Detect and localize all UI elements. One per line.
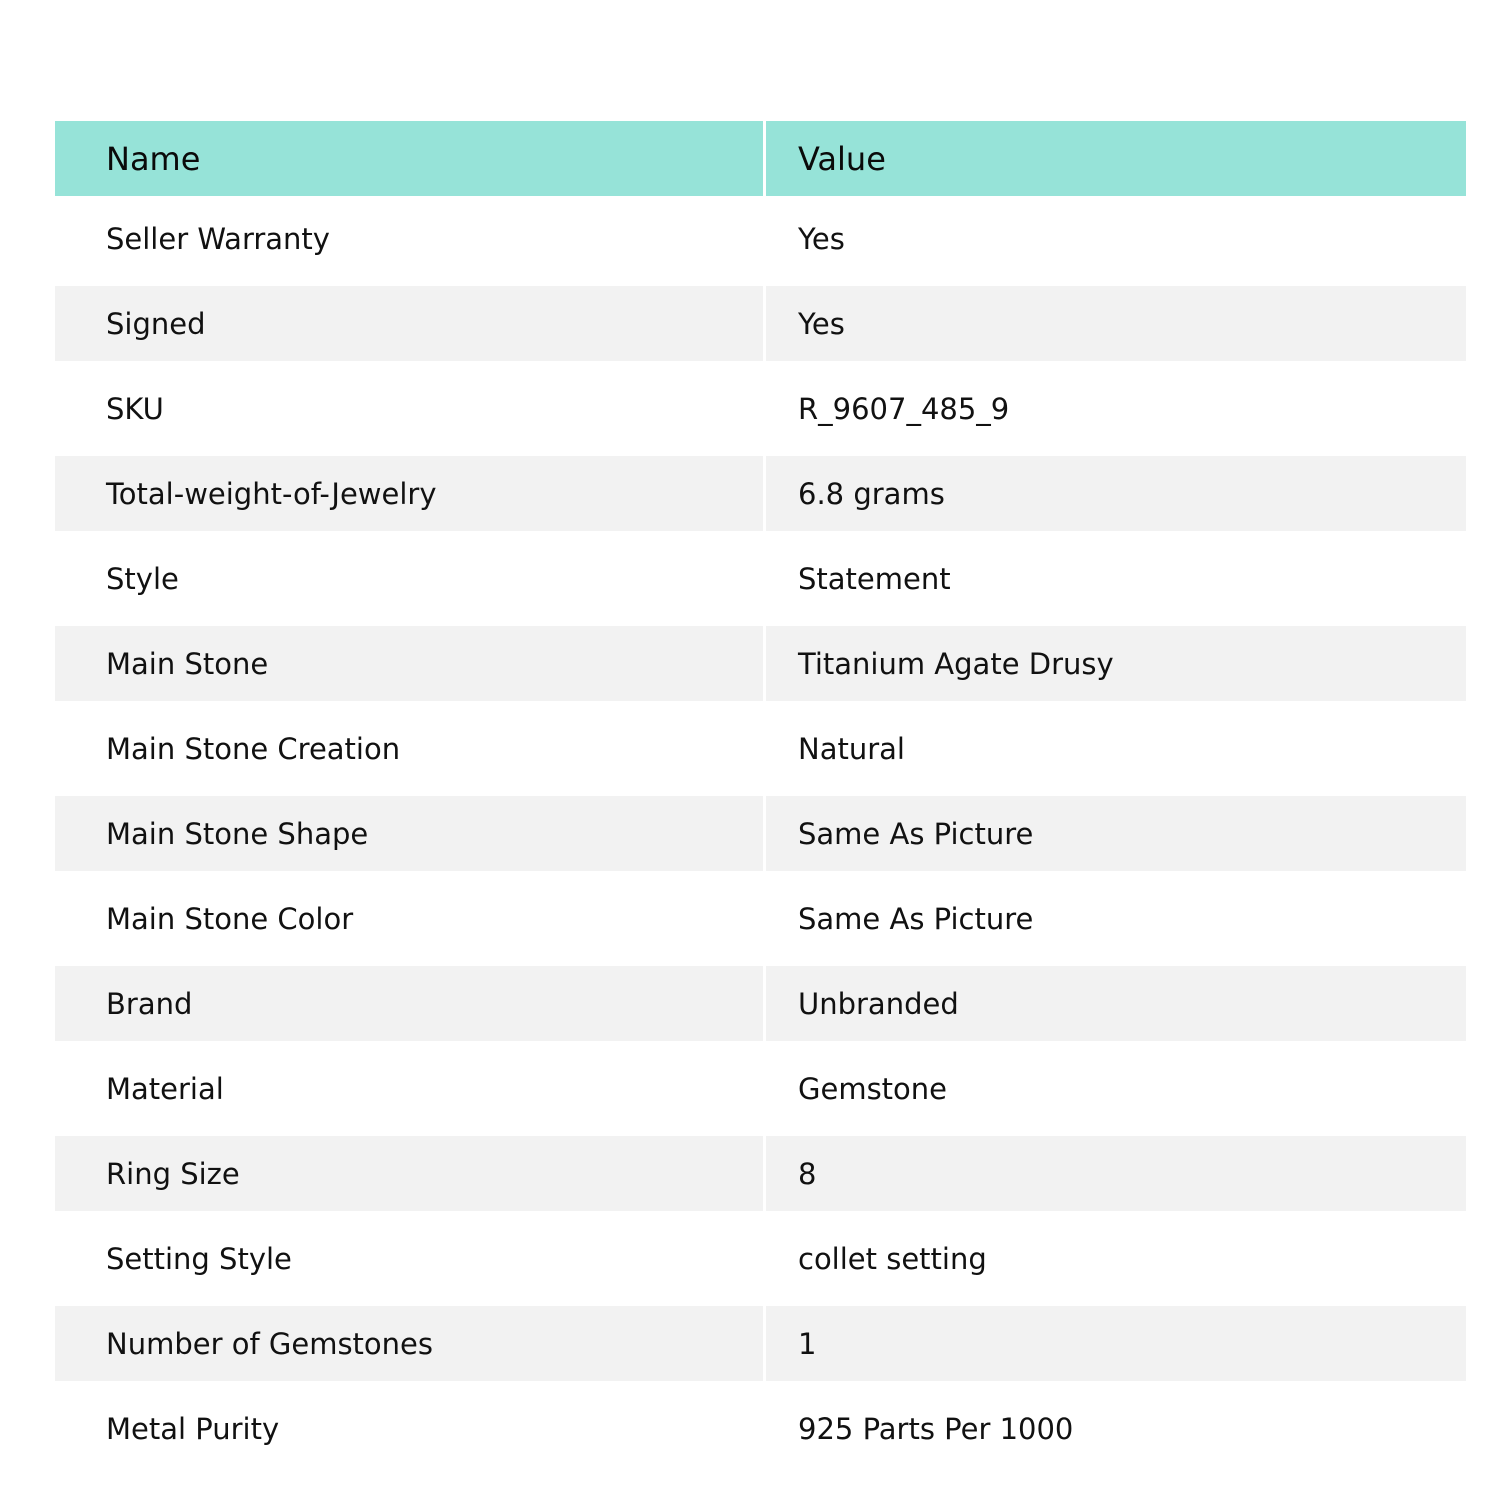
table-row [55,366,1466,451]
row-value: Statement [798,561,951,596]
table-header [55,121,1466,196]
row-value: Titanium Agate Drusy [766,621,1466,706]
table-row [55,1386,1466,1471]
table-row [55,876,1466,961]
table-row [55,1216,1466,1301]
row-value: 925 Parts Per 1000 [798,1411,1074,1446]
table-header-row [55,121,1466,196]
table-row [55,1046,1466,1131]
table-row [55,281,1466,366]
row-value: Yes [798,221,845,256]
table-row [55,196,1466,281]
row-value: Same As Picture [766,791,1466,876]
row-value: collet setting [798,1241,987,1276]
row-value: 8 [766,1131,1466,1216]
table-row [55,1301,1466,1386]
row-value: Natural [798,731,905,766]
row-value: 6.8 grams [766,451,1466,536]
row-value: Yes [766,281,1466,366]
row-name: Signed [55,281,766,366]
table-body [55,196,1466,1471]
table-row [55,621,1466,706]
row-name: Metal Purity [55,1386,766,1471]
row-name: Main Stone Shape [55,791,766,876]
table-row [55,536,1466,621]
row-name: Style [55,536,766,621]
table-row [55,451,1466,536]
row-name: Main Stone Color [55,876,766,961]
row-name: Material [55,1046,766,1131]
row-name: Ring Size [55,1131,766,1216]
row-name: Total-weight-of-Jewelry [55,451,766,536]
row-name: Setting Style [55,1216,766,1301]
table-row [55,706,1466,791]
row-name: SKU [55,366,766,451]
table-row [55,1131,1466,1216]
table-row [55,961,1466,1046]
row-name: Number of Gemstones [55,1301,766,1386]
table-row [55,791,1466,876]
row-name: Seller Warranty [55,196,766,281]
item-specifics-table [55,121,1466,1471]
row-name: Brand [55,961,766,1046]
row-value: R_9607_485_9 [798,391,1010,426]
row-name: Main Stone Creation [55,706,766,791]
row-name: Main Stone [55,621,766,706]
name-column-header: Name [55,121,766,196]
row-value: Same As Picture [798,901,1034,936]
row-value: Unbranded [766,961,1466,1046]
row-value: 1 [766,1301,1466,1386]
row-value: Gemstone [798,1071,948,1106]
value-column-header: Value [766,121,1466,196]
